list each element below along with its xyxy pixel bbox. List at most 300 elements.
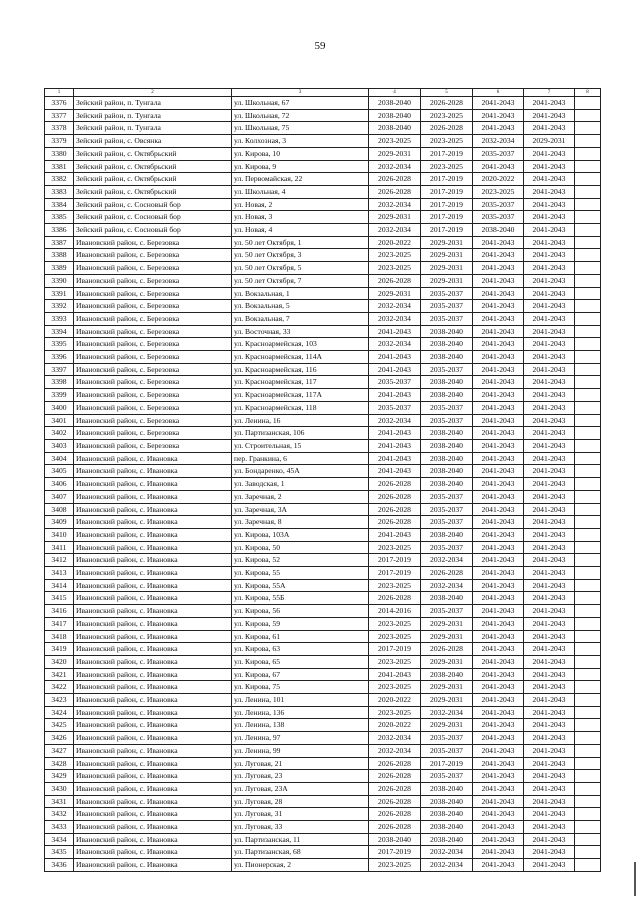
row-number-cell: 3435: [45, 846, 74, 859]
table-row: [45, 338, 601, 351]
period-col5-cell: 2029-2031: [421, 617, 473, 630]
table-row: [45, 503, 601, 516]
col8-cell: [575, 389, 601, 402]
address-cell: ул. Луговая, 21: [232, 757, 369, 770]
address-cell: ул. Луговая, 23А: [232, 782, 369, 795]
table-body: [45, 97, 601, 872]
period-col6-cell: 2041-2043: [473, 287, 524, 300]
locality-cell: Ивановский район, с. Ивановка: [74, 833, 232, 846]
col8-cell: [575, 325, 601, 338]
period-col6-cell: 2041-2043: [473, 770, 524, 783]
locality-cell: Ивановский район, с. Ивановка: [74, 744, 232, 757]
period-col7-cell: 2041-2043: [524, 605, 575, 618]
table-row: [45, 732, 601, 745]
locality-cell: Ивановский район, с. Ивановка: [74, 694, 232, 707]
locality-cell: Ивановский район, с. Ивановка: [74, 630, 232, 643]
period-col4-cell: 2023-2025: [369, 681, 421, 694]
col8-cell: [575, 338, 601, 351]
row-number-cell: 3398: [45, 376, 74, 389]
period-col7-cell: 2041-2043: [524, 147, 575, 160]
col8-cell: [575, 249, 601, 262]
col8-cell: [575, 490, 601, 503]
table-row: [45, 528, 601, 541]
period-col7-cell: 2041-2043: [524, 401, 575, 414]
col8-cell: [575, 465, 601, 478]
table-row: [45, 541, 601, 554]
period-col7-cell: 2041-2043: [524, 287, 575, 300]
col8-cell: [575, 643, 601, 656]
period-col6-cell: 2041-2043: [473, 389, 524, 402]
period-col7-cell: 2029-2031: [524, 135, 575, 148]
period-col4-cell: 2026-2028: [369, 503, 421, 516]
period-col4-cell: 2032-2034: [369, 224, 421, 237]
address-cell: ул. Ленина, 97: [232, 732, 369, 745]
period-col6-cell: 2041-2043: [473, 579, 524, 592]
locality-cell: Ивановский район, с. Ивановка: [74, 452, 232, 465]
locality-cell: Ивановский район, с. Ивановка: [74, 732, 232, 745]
row-number-cell: 3395: [45, 338, 74, 351]
period-col7-cell: 2041-2043: [524, 681, 575, 694]
locality-cell: Ивановский район, с. Березовка: [74, 439, 232, 452]
row-number-cell: 3414: [45, 579, 74, 592]
period-col4-cell: 2023-2025: [369, 579, 421, 592]
table-row: [45, 300, 601, 313]
period-col6-cell: 2041-2043: [473, 592, 524, 605]
period-col4-cell: 2032-2034: [369, 300, 421, 313]
period-col7-cell: 2041-2043: [524, 541, 575, 554]
period-col7-cell: 2041-2043: [524, 859, 575, 872]
period-col4-cell: 2023-2025: [369, 135, 421, 148]
period-col6-cell: 2041-2043: [473, 706, 524, 719]
period-col5-cell: 2017-2019: [421, 211, 473, 224]
period-col6-cell: 2041-2043: [473, 732, 524, 745]
row-number-cell: 3381: [45, 160, 74, 173]
period-col5-cell: 2023-2025: [421, 135, 473, 148]
table-row: [45, 617, 601, 630]
col8-cell: [575, 414, 601, 427]
row-number-cell: 3411: [45, 541, 74, 554]
table-row: [45, 452, 601, 465]
period-col6-cell: 2041-2043: [473, 465, 524, 478]
table-row: [45, 795, 601, 808]
address-cell: ул. Ленина, 101: [232, 694, 369, 707]
table-row: [45, 668, 601, 681]
address-cell: ул. Кирова, 75: [232, 681, 369, 694]
address-cell: ул. Заречная, 2: [232, 490, 369, 503]
address-cell: ул. Кирова, 63: [232, 643, 369, 656]
period-col7-cell: 2041-2043: [524, 325, 575, 338]
period-col5-cell: 2035-2037: [421, 287, 473, 300]
period-col7-cell: 2041-2043: [524, 160, 575, 173]
period-col5-cell: 2017-2019: [421, 198, 473, 211]
col8-cell: [575, 376, 601, 389]
period-col7-cell: 2041-2043: [524, 465, 575, 478]
address-cell: ул. Луговая, 31: [232, 808, 369, 821]
locality-cell: Ивановский район, с. Ивановка: [74, 490, 232, 503]
locality-cell: Ивановский район, с. Ивановка: [74, 617, 232, 630]
row-number-cell: 3406: [45, 478, 74, 491]
locality-cell: Ивановский район, с. Ивановка: [74, 567, 232, 580]
col8-cell: [575, 185, 601, 198]
locality-cell: Ивановский район, с. Ивановка: [74, 757, 232, 770]
period-col4-cell: 2026-2028: [369, 821, 421, 834]
period-col6-cell: 2041-2043: [473, 833, 524, 846]
table-row: [45, 655, 601, 668]
period-col7-cell: 2041-2043: [524, 503, 575, 516]
locality-cell: Ивановский район, с. Березовка: [74, 300, 232, 313]
column-number-2: 2: [74, 89, 232, 97]
period-col5-cell: 2038-2040: [421, 439, 473, 452]
col8-cell: [575, 312, 601, 325]
col8-cell: [575, 109, 601, 122]
period-col4-cell: 2026-2028: [369, 757, 421, 770]
period-col4-cell: 2023-2025: [369, 859, 421, 872]
period-col4-cell: 2041-2043: [369, 363, 421, 376]
period-col5-cell: 2029-2031: [421, 719, 473, 732]
period-col6-cell: 2041-2043: [473, 821, 524, 834]
row-number-cell: 3384: [45, 198, 74, 211]
address-cell: ул. 50 лет Октября, 1: [232, 236, 369, 249]
col8-cell: [575, 516, 601, 529]
period-col6-cell: 2041-2043: [473, 744, 524, 757]
address-cell: ул. Новая, 3: [232, 211, 369, 224]
locality-cell: Зейский район, п. Тунгала: [74, 122, 232, 135]
period-col7-cell: 2041-2043: [524, 262, 575, 275]
address-cell: ул. Партизанская, 106: [232, 427, 369, 440]
period-col5-cell: 2038-2040: [421, 668, 473, 681]
period-col6-cell: 2041-2043: [473, 351, 524, 364]
row-number-cell: 3433: [45, 821, 74, 834]
column-number-7: 7: [524, 89, 575, 97]
col8-cell: [575, 173, 601, 186]
period-col5-cell: 2032-2034: [421, 554, 473, 567]
period-col6-cell: 2032-2034: [473, 135, 524, 148]
period-col4-cell: 2035-2037: [369, 376, 421, 389]
address-cell: ул. 50 лет Октября, 5: [232, 262, 369, 275]
address-cell: ул. Заводская, 1: [232, 478, 369, 491]
period-col4-cell: 2017-2019: [369, 643, 421, 656]
row-number-cell: 3382: [45, 173, 74, 186]
row-number-cell: 3410: [45, 528, 74, 541]
address-cell: ул. Красноармейская, 114А: [232, 351, 369, 364]
col8-cell: [575, 668, 601, 681]
locality-cell: Ивановский район, с. Ивановка: [74, 808, 232, 821]
period-col7-cell: 2041-2043: [524, 782, 575, 795]
period-col7-cell: 2041-2043: [524, 490, 575, 503]
column-number-3: 3: [232, 89, 369, 97]
period-col4-cell: 2041-2043: [369, 389, 421, 402]
row-number-cell: 3379: [45, 135, 74, 148]
table-row: [45, 97, 601, 110]
period-col6-cell: 2041-2043: [473, 630, 524, 643]
period-col5-cell: 2038-2040: [421, 427, 473, 440]
table-row: [45, 490, 601, 503]
row-number-cell: 3428: [45, 757, 74, 770]
period-col6-cell: 2041-2043: [473, 439, 524, 452]
locality-cell: Ивановский район, с. Ивановка: [74, 668, 232, 681]
period-col6-cell: 2041-2043: [473, 795, 524, 808]
period-col6-cell: 2041-2043: [473, 655, 524, 668]
period-col7-cell: 2041-2043: [524, 122, 575, 135]
row-number-cell: 3403: [45, 439, 74, 452]
period-col6-cell: 2041-2043: [473, 567, 524, 580]
table-row: [45, 147, 601, 160]
period-col5-cell: 2023-2025: [421, 109, 473, 122]
period-col7-cell: 2041-2043: [524, 224, 575, 237]
address-cell: пер. Гранкина, 6: [232, 452, 369, 465]
column-number-4: 4: [369, 89, 421, 97]
table-row: [45, 262, 601, 275]
col8-cell: [575, 122, 601, 135]
row-number-cell: 3386: [45, 224, 74, 237]
address-cell: ул. Вокзальная, 1: [232, 287, 369, 300]
row-number-cell: 3424: [45, 706, 74, 719]
period-col4-cell: 2038-2040: [369, 122, 421, 135]
locality-cell: Ивановский район, с. Березовка: [74, 325, 232, 338]
row-number-cell: 3418: [45, 630, 74, 643]
period-col5-cell: 2038-2040: [421, 376, 473, 389]
period-col4-cell: 2023-2025: [369, 630, 421, 643]
row-number-cell: 3408: [45, 503, 74, 516]
period-col7-cell: 2041-2043: [524, 338, 575, 351]
period-col4-cell: 2026-2028: [369, 516, 421, 529]
period-col4-cell: 2041-2043: [369, 439, 421, 452]
period-col7-cell: 2041-2043: [524, 427, 575, 440]
row-number-cell: 3432: [45, 808, 74, 821]
locality-cell: Ивановский район, с. Березовка: [74, 287, 232, 300]
locality-cell: Ивановский район, с. Березовка: [74, 249, 232, 262]
period-col5-cell: 2017-2019: [421, 173, 473, 186]
period-col4-cell: 2023-2025: [369, 655, 421, 668]
address-cell: ул. Красноармейская, 117А: [232, 389, 369, 402]
row-number-cell: 3396: [45, 351, 74, 364]
row-number-cell: 3392: [45, 300, 74, 313]
row-number-cell: 3407: [45, 490, 74, 503]
locality-cell: Ивановский район, с. Березовка: [74, 338, 232, 351]
period-col4-cell: 2032-2034: [369, 312, 421, 325]
col8-cell: [575, 655, 601, 668]
address-cell: ул. Кирова, 52: [232, 554, 369, 567]
row-number-cell: 3426: [45, 732, 74, 745]
table-row: [45, 376, 601, 389]
period-col7-cell: 2041-2043: [524, 744, 575, 757]
period-col4-cell: 2023-2025: [369, 262, 421, 275]
row-number-cell: 3412: [45, 554, 74, 567]
page-number: 59: [314, 40, 326, 52]
row-number-cell: 3402: [45, 427, 74, 440]
period-col7-cell: 2041-2043: [524, 668, 575, 681]
period-col6-cell: 2035-2037: [473, 198, 524, 211]
table-row: [45, 821, 601, 834]
period-col4-cell: 2032-2034: [369, 732, 421, 745]
period-col6-cell: 2041-2043: [473, 719, 524, 732]
col8-cell: [575, 605, 601, 618]
table-row: [45, 516, 601, 529]
period-col7-cell: 2041-2043: [524, 655, 575, 668]
period-col4-cell: 2017-2019: [369, 567, 421, 580]
period-col5-cell: 2038-2040: [421, 795, 473, 808]
period-col7-cell: 2041-2043: [524, 643, 575, 656]
period-col6-cell: 2041-2043: [473, 236, 524, 249]
period-col5-cell: 2026-2028: [421, 122, 473, 135]
table-row: [45, 274, 601, 287]
period-col6-cell: 2041-2043: [473, 757, 524, 770]
period-col7-cell: 2041-2043: [524, 109, 575, 122]
address-cell: ул. Кирова, 67: [232, 668, 369, 681]
period-col5-cell: 2029-2031: [421, 236, 473, 249]
period-col7-cell: 2041-2043: [524, 300, 575, 313]
col8-cell: [575, 567, 601, 580]
row-number-cell: 3390: [45, 274, 74, 287]
locality-cell: Зейский район, с. Октябрьский: [74, 185, 232, 198]
period-col5-cell: 2032-2034: [421, 579, 473, 592]
period-col7-cell: 2041-2043: [524, 97, 575, 110]
period-col5-cell: 2029-2031: [421, 681, 473, 694]
col8-cell: [575, 452, 601, 465]
locality-cell: Ивановский район, с. Березовка: [74, 363, 232, 376]
period-col6-cell: 2041-2043: [473, 452, 524, 465]
locality-cell: Ивановский район, с. Березовка: [74, 274, 232, 287]
col8-cell: [575, 795, 601, 808]
period-col5-cell: 2026-2028: [421, 567, 473, 580]
col8-cell: [575, 859, 601, 872]
period-col7-cell: 2041-2043: [524, 770, 575, 783]
table-row: [45, 808, 601, 821]
period-col6-cell: 2041-2043: [473, 782, 524, 795]
period-col5-cell: 2035-2037: [421, 312, 473, 325]
row-number-cell: 3401: [45, 414, 74, 427]
row-number-cell: 3399: [45, 389, 74, 402]
column-number-8: 8: [575, 89, 601, 97]
address-cell: ул. Школьная, 4: [232, 185, 369, 198]
col8-cell: [575, 135, 601, 148]
column-number-6: 6: [473, 89, 524, 97]
period-col6-cell: 2041-2043: [473, 109, 524, 122]
period-col4-cell: 2026-2028: [369, 770, 421, 783]
period-col6-cell: 2041-2043: [473, 262, 524, 275]
table-row: [45, 478, 601, 491]
row-number-cell: 3436: [45, 859, 74, 872]
locality-cell: Ивановский район, с. Ивановка: [74, 503, 232, 516]
locality-cell: Ивановский район, с. Ивановка: [74, 592, 232, 605]
period-col7-cell: 2041-2043: [524, 185, 575, 198]
address-cell: ул. Кирова, 103А: [232, 528, 369, 541]
address-cell: ул. Кирова, 9: [232, 160, 369, 173]
period-col6-cell: 2041-2043: [473, 312, 524, 325]
period-col4-cell: 2041-2043: [369, 668, 421, 681]
table-row: [45, 719, 601, 732]
period-col5-cell: 2038-2040: [421, 325, 473, 338]
address-cell: ул. Ленина, 136: [232, 706, 369, 719]
period-col4-cell: 2026-2028: [369, 274, 421, 287]
period-col4-cell: 2017-2019: [369, 554, 421, 567]
locality-cell: Зейский район, с. Октябрьский: [74, 147, 232, 160]
period-col6-cell: 2041-2043: [473, 503, 524, 516]
period-col6-cell: 2020-2022: [473, 173, 524, 186]
address-cell: ул. Школьная, 72: [232, 109, 369, 122]
period-col5-cell: 2035-2037: [421, 516, 473, 529]
address-cell: ул. Ленина, 99: [232, 744, 369, 757]
period-col7-cell: 2041-2043: [524, 452, 575, 465]
address-cell: ул. Кирова, 61: [232, 630, 369, 643]
period-col6-cell: 2041-2043: [473, 97, 524, 110]
table-row: [45, 198, 601, 211]
col8-cell: [575, 579, 601, 592]
col8-cell: [575, 287, 601, 300]
table-row: [45, 630, 601, 643]
col8-cell: [575, 770, 601, 783]
period-col6-cell: 2041-2043: [473, 274, 524, 287]
col8-cell: [575, 351, 601, 364]
table-row: [45, 224, 601, 237]
locality-cell: Ивановский район, с. Березовка: [74, 427, 232, 440]
col8-cell: [575, 147, 601, 160]
table-row: [45, 325, 601, 338]
address-cell: ул. Кирова, 55Б: [232, 592, 369, 605]
locality-cell: Ивановский район, с. Березовка: [74, 389, 232, 402]
period-col6-cell: 2041-2043: [473, 338, 524, 351]
table-row: [45, 401, 601, 414]
address-cell: ул. Луговая, 28: [232, 795, 369, 808]
table-row: [45, 554, 601, 567]
col8-cell: [575, 363, 601, 376]
table-row: [45, 744, 601, 757]
period-col7-cell: 2041-2043: [524, 617, 575, 630]
period-col5-cell: 2038-2040: [421, 808, 473, 821]
period-col7-cell: 2041-2043: [524, 757, 575, 770]
row-number-cell: 3397: [45, 363, 74, 376]
table-row: [45, 427, 601, 440]
table-row: [45, 846, 601, 859]
col8-cell: [575, 554, 601, 567]
table-row: [45, 643, 601, 656]
period-col4-cell: 2032-2034: [369, 160, 421, 173]
row-number-cell: 3393: [45, 312, 74, 325]
period-col7-cell: 2041-2043: [524, 795, 575, 808]
locality-cell: Ивановский район, с. Березовка: [74, 401, 232, 414]
col8-cell: [575, 528, 601, 541]
col8-cell: [575, 719, 601, 732]
locality-cell: Зейский район, с. Сосновый бор: [74, 211, 232, 224]
period-col5-cell: 2035-2037: [421, 300, 473, 313]
address-cell: ул. 50 лет Октября, 7: [232, 274, 369, 287]
period-col4-cell: 2041-2043: [369, 452, 421, 465]
locality-cell: Ивановский район, с. Ивановка: [74, 821, 232, 834]
address-cell: ул. Ленина, 16: [232, 414, 369, 427]
locality-cell: Ивановский район, с. Ивановка: [74, 846, 232, 859]
address-cell: ул. Школьная, 75: [232, 122, 369, 135]
col8-cell: [575, 757, 601, 770]
period-col6-cell: 2041-2043: [473, 668, 524, 681]
col8-cell: [575, 744, 601, 757]
period-col7-cell: 2041-2043: [524, 173, 575, 186]
address-cell: ул. Бондаренко, 45А: [232, 465, 369, 478]
col8-cell: [575, 846, 601, 859]
row-number-cell: 3423: [45, 694, 74, 707]
address-cell: ул. Красноармейская, 118: [232, 401, 369, 414]
column-number-5: 5: [421, 89, 473, 97]
address-cell: ул. Кирова, 56: [232, 605, 369, 618]
period-col6-cell: 2035-2037: [473, 211, 524, 224]
address-cell: ул. Красноармейская, 117: [232, 376, 369, 389]
period-col7-cell: 2041-2043: [524, 833, 575, 846]
period-col4-cell: 2029-2031: [369, 287, 421, 300]
period-col6-cell: 2041-2043: [473, 122, 524, 135]
address-cell: ул. Кирова, 65: [232, 655, 369, 668]
period-col4-cell: 2026-2028: [369, 185, 421, 198]
col8-cell: [575, 427, 601, 440]
col8-cell: [575, 808, 601, 821]
